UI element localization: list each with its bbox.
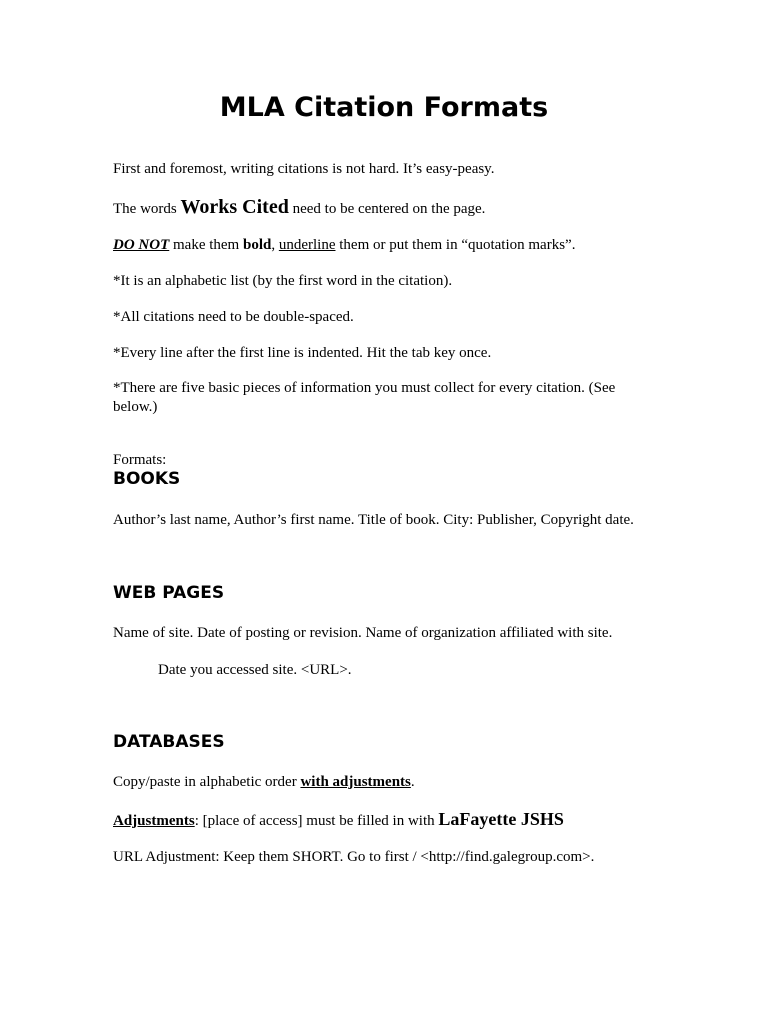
do-not-bold-word: bold bbox=[242, 237, 272, 253]
bullet-double-spaced: *All citations need to be double-spaced. bbox=[113, 309, 354, 325]
works-cited-before: The words bbox=[113, 201, 181, 217]
bullet-indented: *Every line after the first line is indented. Hit the tab key once. bbox=[113, 345, 492, 361]
url-adjustment-paragraph: URL Adjustment: Keep them SHORT. Go to first / <http://find.galegroup.com>. bbox=[113, 849, 595, 865]
page-title: MLA Citation Formats bbox=[219, 92, 549, 123]
adjustments-middle: : [place of access] must be filled in with bbox=[194, 813, 439, 829]
databases-copy-after: . bbox=[410, 774, 415, 790]
databases-heading: DATABASES bbox=[113, 732, 225, 752]
works-cited-emphasis: Works Cited bbox=[180, 196, 289, 218]
bullet-five-pieces: *There are five basic pieces of information you must collect for every citation. (See below.) bbox=[113, 380, 616, 415]
databases-adjustments-paragraph bbox=[113, 810, 653, 831]
web-pages-line1: Name of site. Date of posting or revision. Name of organization affiliated with site. bbox=[113, 625, 613, 641]
intro-paragraph: First and foremost, writing citations is not hard. It’s easy-peasy. bbox=[113, 161, 495, 177]
do-not-text: DO NOT bbox=[113, 237, 170, 253]
databases-copy-bold: with adjustments bbox=[300, 774, 411, 790]
adjustments-label: Adjustments bbox=[113, 813, 195, 829]
works-cited-after: need to be centered on the page. bbox=[288, 201, 486, 217]
adjustments-emphasis: LaFayette JSHS bbox=[438, 809, 564, 829]
do-not-part1: make them bbox=[169, 237, 243, 253]
databases-copy-paragraph bbox=[113, 773, 653, 792]
do-not-part2: them or put them in “quotation marks”. bbox=[335, 237, 576, 253]
works-cited-paragraph bbox=[113, 198, 653, 219]
web-pages-heading: WEB PAGES bbox=[113, 583, 225, 603]
formats-label: Formats: bbox=[113, 452, 167, 468]
books-format: Author’s last name, Author’s first name. Title of book. City: Publisher, Copyright date. bbox=[113, 512, 634, 528]
databases-copy-before: Copy/paste in alphabetic order bbox=[113, 774, 301, 790]
bullet-alphabetic: *It is an alphabetic list (by the first word in the citation). bbox=[113, 273, 453, 289]
books-heading: BOOKS bbox=[113, 469, 181, 489]
web-pages-line2: Date you accessed site. <URL>. bbox=[158, 662, 352, 678]
do-not-comma: , bbox=[271, 237, 279, 253]
do-not-underline-word: underline bbox=[278, 237, 336, 253]
do-not-paragraph bbox=[113, 236, 653, 255]
